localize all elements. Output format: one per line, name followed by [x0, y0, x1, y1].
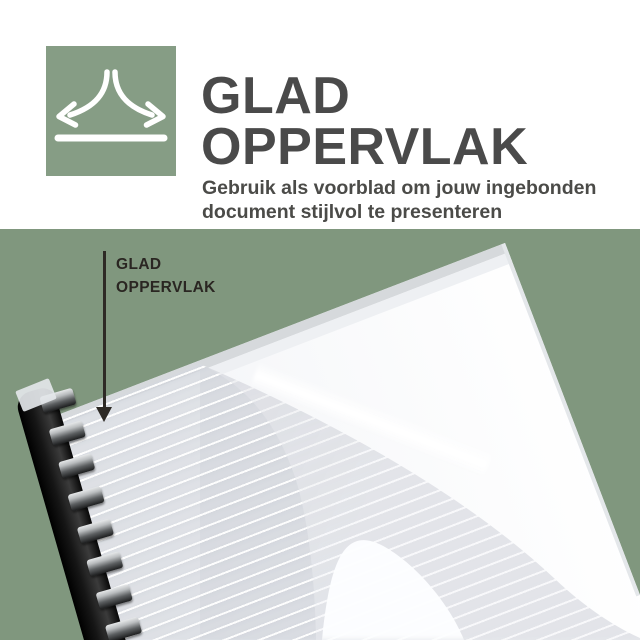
feature-description-line2: document stijlvol te presenteren	[202, 200, 503, 223]
annotation-label-line2: OPPERVLAK	[116, 279, 216, 296]
annotation-arrow-line	[103, 251, 106, 409]
annotation-label	[116, 253, 216, 299]
annotation-label-line1: GLAD	[116, 256, 162, 273]
smooth-surface-glyph	[46, 46, 176, 176]
annotation-arrow-head	[96, 407, 112, 422]
feature-title-line2: OPPERVLAK	[201, 117, 529, 176]
feature-description-line1: Gebruik als voorblad om jouw ingebonden	[202, 176, 597, 199]
feature-description	[202, 176, 596, 224]
product-photo-section	[0, 229, 640, 640]
smooth-surface-icon	[46, 46, 176, 176]
feature-title	[201, 66, 529, 176]
feature-title-line1: GLAD	[201, 66, 351, 125]
